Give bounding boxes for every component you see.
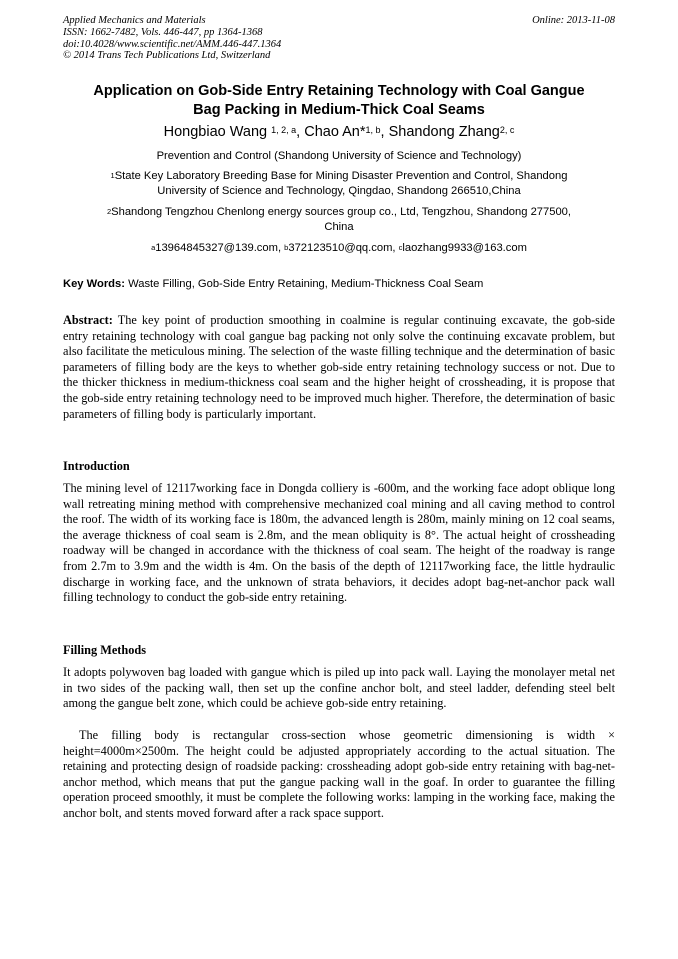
- affiliation-text: China: [324, 221, 354, 233]
- email-address[interactable]: 13964845327@139.com: [155, 242, 278, 254]
- email-sep: ,: [392, 242, 399, 254]
- keywords-text: Waste Filling, Gob-Side Entry Retaining, Medium-Thickness Coal Seam: [124, 278, 484, 290]
- affiliation-2: [63, 205, 615, 235]
- affiliation-1: [63, 169, 615, 199]
- author-sup: 2, c: [499, 125, 515, 135]
- abstract: [63, 313, 615, 422]
- section-heading-introduction: Introduction: [63, 459, 130, 473]
- keywords: [63, 277, 615, 292]
- author-sup: 1, 2, a: [271, 125, 297, 135]
- email-sep: ,: [277, 242, 285, 254]
- email-sup: c: [398, 243, 403, 252]
- abstract-text: The key point of production smoothing in coalmine is regular continuing excavate, the gob-side entry retaining technology with coal gangue bag packing not only solve the continuing excavate problem, but also facilitate the meticulous mining. The selection of the waste filling technique and the determination of basic parameters of filling body are the keys to whether gob-side entry retaining technology success or not. Due to the thicker thickness in medium-thickness coal seam and the higher height of crossheading, it is propose that the gob-side entry retaining technology need to be improved much higher. Therefore, the determination of basic parameters of filling body is particularly important.: [63, 313, 615, 421]
- title-line-2: Bag Packing in Medium-Thick Coal Seams: [193, 102, 485, 118]
- affiliation-text: State Key Laboratory Breeding Base for Mining Disaster Prevention and Control, Shandong: [114, 170, 568, 182]
- author-list: [63, 122, 615, 142]
- author-sup: 1, b: [365, 125, 381, 135]
- section-heading-filling-methods: Filling Methods: [63, 643, 147, 657]
- paper-title: [63, 82, 615, 120]
- affiliation-line-0: Prevention and Control (Shandong University of Science and Technology): [156, 150, 522, 162]
- email-address[interactable]: laozhang9933@163.com: [402, 242, 527, 254]
- email-sup: a: [151, 243, 156, 252]
- abstract-label: Abstract:: [63, 313, 113, 327]
- author-name: Hongbiao Wang: [163, 124, 268, 140]
- affiliation-sup: 1: [110, 171, 115, 180]
- filling-methods-paragraph-2: The filling body is rectangular cross-section whose geometric dimensioning is width × height=4000m×2500m. The height could be adjusted appropriately according to the actual situation. The retaining and protecting design of roadside packing: crossheading adopt gob-side entry retaining with bag-net-anchor method, which means that put the gangue packing wall in the goaf. In order to guarantee the filling operation proceed smoothly, it must be complete the following works: lamping in the working face, making the anchor bolt, and stents moved forward after a rack space support.: [63, 728, 615, 820]
- issn-line: ISSN: 1662-7482, Vols. 446-447, pp 1364-1368: [63, 26, 263, 38]
- filling-methods-paragraph-1: It adopts polywoven bag loaded with gangue which is piled up into pack wall. Laying the monolayer metal net in two sides of the packing wall, then set up the confine anchor bolt, and steel ladder, defending steel belt among the gangue belt zone, which could be achieve gob-side entry retaining.: [63, 665, 615, 711]
- author-name: Shandong Zhang: [388, 124, 500, 140]
- journal-name: Applied Mechanics and Materials: [63, 15, 206, 26]
- email-address[interactable]: 372123510@qq.com: [288, 242, 393, 254]
- online-date: Online: 2013-11-08: [532, 15, 615, 26]
- copyright-line: © 2014 Trans Tech Publications Ltd, Switzerland: [63, 50, 271, 62]
- affiliation-sup: 2: [106, 207, 112, 216]
- title-line-1: Application on Gob-Side Entry Retaining Technology with Coal Gangue: [93, 83, 585, 99]
- affiliation-text: Shandong Tengzhou Chenlong energy sources group co., Ltd, Tengzhou, Shandong 277500,: [111, 206, 572, 218]
- email-list: [63, 241, 615, 256]
- author-sep: ,: [380, 124, 389, 140]
- keywords-label: Key Words:: [63, 278, 125, 290]
- author-name: Chao An*: [304, 124, 366, 140]
- affiliation-text: University of Science and Technology, Qingdao, Shandong 266510,China: [157, 185, 521, 197]
- email-sup: b: [284, 243, 289, 252]
- journal-header: [63, 15, 615, 62]
- author-sep: ,: [296, 124, 305, 140]
- doi-line: doi:10.4028/www.scientific.net/AMM.446-447.1364: [63, 38, 282, 50]
- introduction-paragraph: The mining level of 12117working face in Dongda colliery is -600m, and the working face adopt oblique long wall retreating mining method with comprehensive mechanized coal mining and all caving method to control the roof. The width of its working face is 180m, the advanced length is 280m, mainly mining on 12 coal seams, the average thickness of coal seam is 2.8m, and the mean obliquity is 8°. The actual height of crossheading roadway will be changed in accordance with the thickness of coal seam. The height of the roadway is range from 2.7m to 3.9m and the width is 4m. On the basis of the depth of 12117working face, the little hydraulic discharge in working face, and the unknown of strata behaviors, it decides adopt bag-net-anchor pack wall filling technology to conduct the gob-side entry retaining.: [63, 481, 615, 605]
